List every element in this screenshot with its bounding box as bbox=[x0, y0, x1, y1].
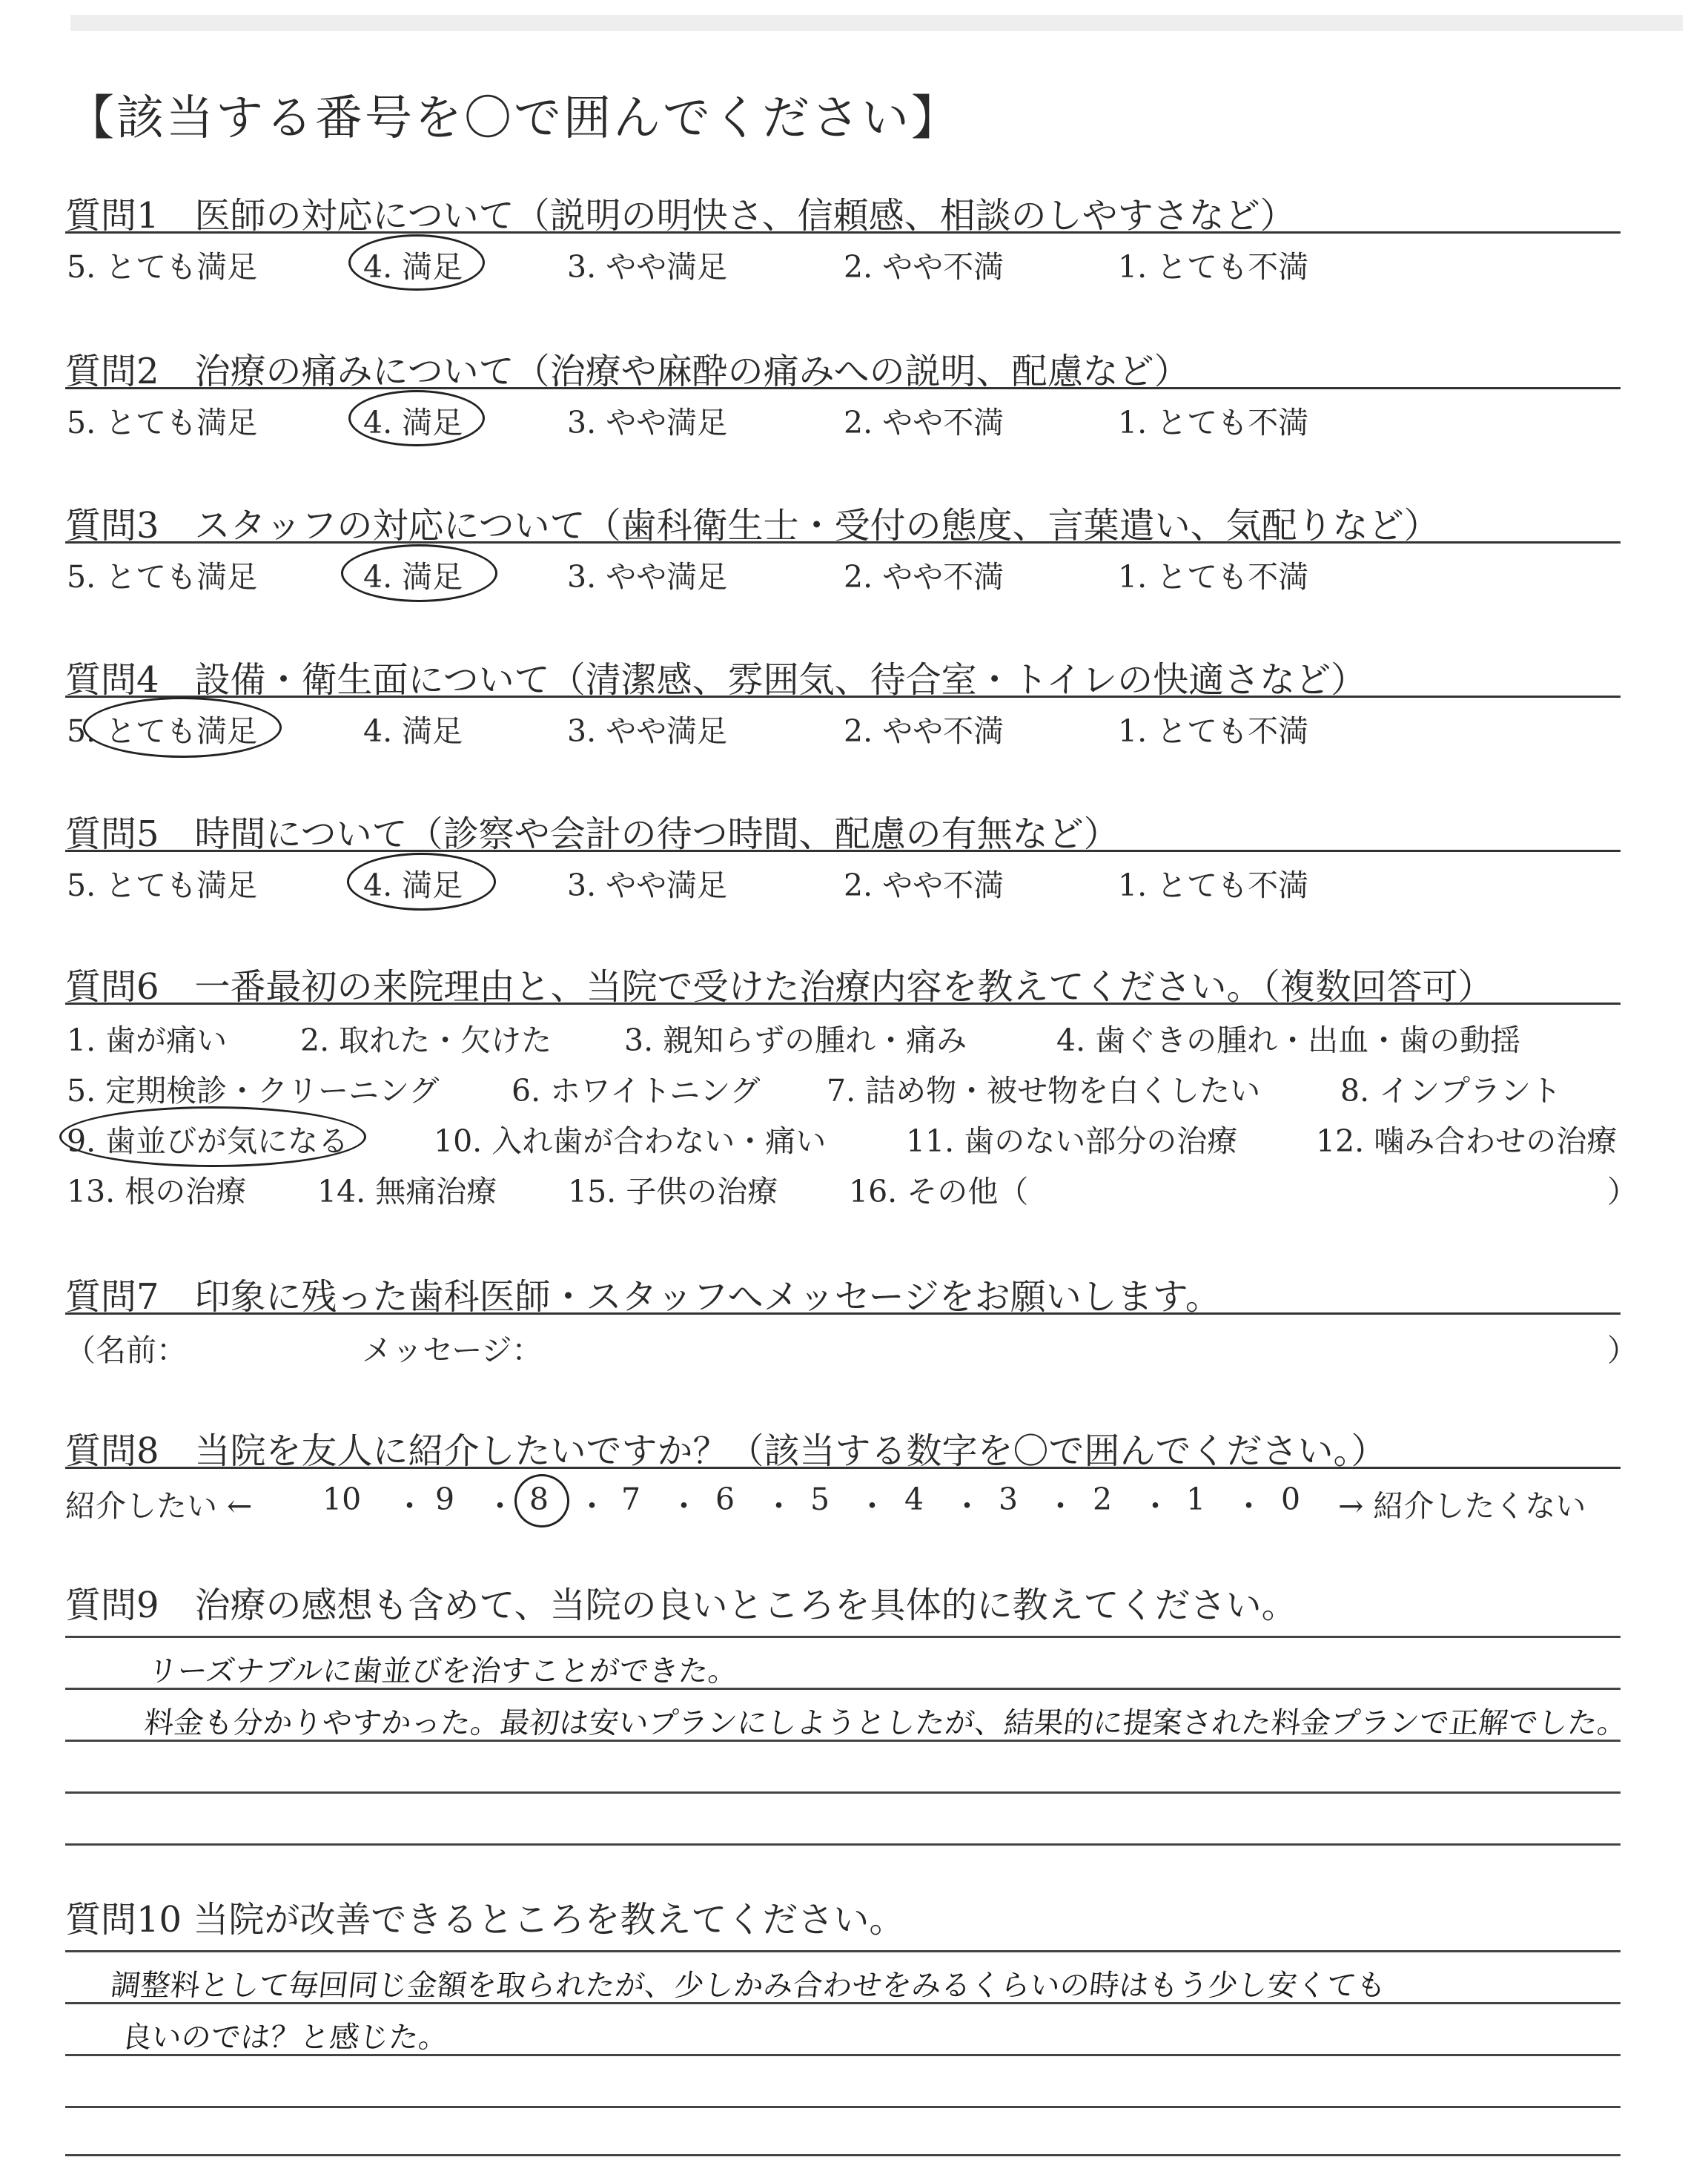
selection-circle bbox=[514, 1474, 569, 1527]
selection-circle bbox=[341, 544, 497, 602]
answer-line bbox=[65, 2154, 1621, 2156]
selection-circle bbox=[348, 234, 485, 291]
reason-option[interactable]: 8. インプラント bbox=[1340, 1073, 1562, 1109]
recommend-right-label: → 紹介したくない bbox=[1338, 1488, 1586, 1524]
option-3[interactable]: 3. やや満足 bbox=[567, 868, 728, 903]
option-3[interactable]: 3. やや満足 bbox=[567, 249, 728, 285]
answer-line bbox=[65, 2106, 1621, 2108]
selection-circle bbox=[347, 853, 496, 911]
scale-7[interactable]: 7 bbox=[621, 1482, 641, 1517]
reason-option-other[interactable]: 16. その他（ bbox=[849, 1174, 1029, 1209]
handwritten-answer: リーズナブルに歯並びを治すことができた。 bbox=[146, 1654, 740, 1688]
underline bbox=[65, 1467, 1621, 1469]
reason-option[interactable]: 12. 噛み合わせの治療 bbox=[1316, 1123, 1618, 1159]
scale-3[interactable]: 3 bbox=[999, 1482, 1019, 1517]
question-8 bbox=[0, 1422, 1708, 1533]
question-title: 質問1 医師の対応について（説明の明快さ、信頼感、相談のしやすさなど） bbox=[65, 195, 1296, 237]
question-10 bbox=[0, 1891, 1708, 2160]
reason-option[interactable]: 9. 歯並びが気になる bbox=[67, 1123, 349, 1159]
handwritten-answer: 調整料として毎回同じ金額を取られたが、少しかみ合わせをみるくらいの時はもう少し安くても bbox=[109, 1969, 1388, 2003]
reason-option[interactable]: 10. 入れ歯が合わない・痛い bbox=[434, 1123, 827, 1159]
other-close-paren: ） bbox=[1607, 1174, 1638, 1209]
option-4[interactable]: 4. 満足 bbox=[363, 405, 463, 440]
question-title: 質問8 当院を友人に紹介したいですか？（該当する数字を〇で囲んでください。） bbox=[65, 1430, 1387, 1472]
scale-dot: ・ bbox=[485, 1488, 515, 1524]
question-title: 質問10 当院が改善できるところを教えてください。 bbox=[65, 1899, 905, 1941]
scale-8[interactable]: 8 bbox=[529, 1482, 549, 1517]
scale-10[interactable]: 10 bbox=[322, 1482, 362, 1517]
scale-6[interactable]: 6 bbox=[715, 1482, 735, 1517]
scale-5[interactable]: 5 bbox=[810, 1482, 830, 1517]
handwritten-answer: 料金も分かりやすかった。最初は安いプランにしようとしたが、結果的に提案された料金プランで正解でした。 bbox=[142, 1706, 1629, 1740]
question-7 bbox=[0, 1268, 1708, 1372]
reason-option[interactable]: 11. 歯のない部分の治療 bbox=[906, 1123, 1238, 1159]
option-1[interactable]: 1. とても不満 bbox=[1118, 559, 1309, 595]
question-title: 質問3 スタッフの対応について（歯科衛生士・受付の態度、言葉遣い、気配りなど） bbox=[65, 505, 1440, 546]
handwritten-answer: 良いのでは？と感じた。 bbox=[120, 2021, 451, 2055]
option-2[interactable]: 2. やや不満 bbox=[844, 249, 1004, 285]
scale-dot: ・ bbox=[669, 1488, 699, 1524]
close-paren: ） bbox=[1607, 1332, 1638, 1368]
option-4[interactable]: 4. 満足 bbox=[363, 713, 463, 749]
answer-line bbox=[65, 1791, 1621, 1794]
reason-option[interactable]: 1. 歯が痛い bbox=[67, 1023, 228, 1058]
question-5 bbox=[0, 805, 1708, 903]
option-1[interactable]: 1. とても不満 bbox=[1118, 713, 1309, 749]
reason-option[interactable]: 2. 取れた・欠けた bbox=[300, 1023, 552, 1058]
answer-line bbox=[65, 1636, 1621, 1638]
underline bbox=[65, 387, 1621, 389]
option-4[interactable]: 4. 満足 bbox=[363, 868, 463, 903]
reason-option[interactable]: 13. 根の治療 bbox=[67, 1174, 247, 1209]
scale-9[interactable]: 9 bbox=[435, 1482, 455, 1517]
question-title: 質問5 時間について（診察や会計の待つ時間、配慮の有無など） bbox=[65, 813, 1119, 855]
scale-dot: ・ bbox=[764, 1488, 794, 1524]
scale-dot: ・ bbox=[857, 1488, 887, 1524]
scale-dot: ・ bbox=[1140, 1488, 1171, 1524]
reason-option[interactable]: 6. ホワイトニング bbox=[512, 1073, 761, 1109]
option-1[interactable]: 1. とても不満 bbox=[1118, 868, 1309, 903]
scale-0[interactable]: 0 bbox=[1281, 1482, 1301, 1517]
option-2[interactable]: 2. やや不満 bbox=[844, 713, 1004, 749]
option-1[interactable]: 1. とても不満 bbox=[1118, 405, 1309, 440]
question-1 bbox=[0, 187, 1708, 285]
option-5[interactable]: 5. とても満足 bbox=[67, 249, 258, 285]
reason-option[interactable]: 5. 定期検診・クリーニング bbox=[67, 1073, 440, 1109]
question-title: 質問9 治療の感想も含めて、当院の良いところを具体的に教えてください。 bbox=[65, 1585, 1297, 1626]
page-title: 【該当する番号を〇で囲んでください】 bbox=[67, 91, 961, 146]
reason-option[interactable]: 15. 子供の治療 bbox=[568, 1174, 778, 1209]
scan-edge bbox=[70, 15, 1683, 31]
question-6 bbox=[0, 958, 1708, 1218]
option-5[interactable]: 5. とても満足 bbox=[67, 405, 258, 440]
reason-option[interactable]: 7. 詰め物・被せ物を白くしたい bbox=[827, 1073, 1261, 1109]
reason-option[interactable]: 14. 無痛治療 bbox=[317, 1174, 497, 1209]
question-title: 質問7 印象に残った歯科医師・スタッフへメッセージをお願いします。 bbox=[65, 1276, 1221, 1318]
scale-4[interactable]: 4 bbox=[904, 1482, 924, 1517]
option-2[interactable]: 2. やや不満 bbox=[844, 405, 1004, 440]
question-title: 質問2 治療の痛みについて（治療や麻酔の痛みへの説明、配慮など） bbox=[65, 351, 1190, 392]
scale-dot: ・ bbox=[577, 1488, 607, 1524]
question-9 bbox=[0, 1576, 1708, 1858]
question-4 bbox=[0, 651, 1708, 749]
answer-line bbox=[65, 1740, 1621, 1742]
underline bbox=[65, 696, 1621, 698]
question-2 bbox=[0, 343, 1708, 440]
underline bbox=[65, 850, 1621, 852]
name-label: （名前： bbox=[65, 1332, 187, 1368]
scale-2[interactable]: 2 bbox=[1093, 1482, 1113, 1517]
underline bbox=[65, 1312, 1621, 1315]
option-2[interactable]: 2. やや不満 bbox=[844, 559, 1004, 595]
scale-dot: ・ bbox=[1045, 1488, 1076, 1524]
answer-line bbox=[65, 1843, 1621, 1846]
option-5[interactable]: 5. とても満足 bbox=[67, 559, 258, 595]
message-label: メッセージ： bbox=[362, 1332, 543, 1368]
scale-dot: ・ bbox=[394, 1488, 425, 1524]
selection-circle bbox=[59, 1106, 366, 1167]
underline bbox=[65, 1003, 1621, 1005]
question-title: 質問4 設備・衛生面について（清潔感、雰囲気、待合室・トイレの快適さなど） bbox=[65, 659, 1367, 701]
underline bbox=[65, 541, 1621, 544]
option-5[interactable]: 5. とても満足 bbox=[67, 713, 258, 749]
option-1[interactable]: 1. とても不満 bbox=[1118, 249, 1309, 285]
option-2[interactable]: 2. やや不満 bbox=[844, 868, 1004, 903]
reason-option[interactable]: 3. 親知らずの腫れ・痛み bbox=[624, 1023, 967, 1058]
scale-1[interactable]: 1 bbox=[1186, 1482, 1206, 1517]
underline bbox=[65, 231, 1621, 234]
selection-circle bbox=[83, 697, 282, 758]
answer-line bbox=[65, 2002, 1621, 2004]
question-3 bbox=[0, 497, 1708, 595]
option-3[interactable]: 3. やや満足 bbox=[567, 559, 728, 595]
option-4[interactable]: 4. 満足 bbox=[363, 559, 463, 595]
scale-dot: ・ bbox=[1234, 1488, 1264, 1524]
option-5[interactable]: 5. とても満足 bbox=[67, 868, 258, 903]
recommend-left-label: 紹介したい ← bbox=[65, 1488, 253, 1524]
answer-line bbox=[65, 2054, 1621, 2056]
selection-circle bbox=[348, 390, 485, 446]
scale-dot: ・ bbox=[952, 1488, 982, 1524]
question-title: 質問6 一番最初の来院理由と、当院で受けた治療内容を教えてください。（複数回答可） bbox=[65, 966, 1494, 1008]
option-3[interactable]: 3. やや満足 bbox=[567, 405, 728, 440]
option-4[interactable]: 4. 満足 bbox=[363, 249, 463, 285]
option-3[interactable]: 3. やや満足 bbox=[567, 713, 728, 749]
answer-line bbox=[65, 1950, 1621, 1952]
answer-line bbox=[65, 1688, 1621, 1690]
reason-option[interactable]: 4. 歯ぐきの腫れ・出血・歯の動揺 bbox=[1056, 1023, 1521, 1058]
